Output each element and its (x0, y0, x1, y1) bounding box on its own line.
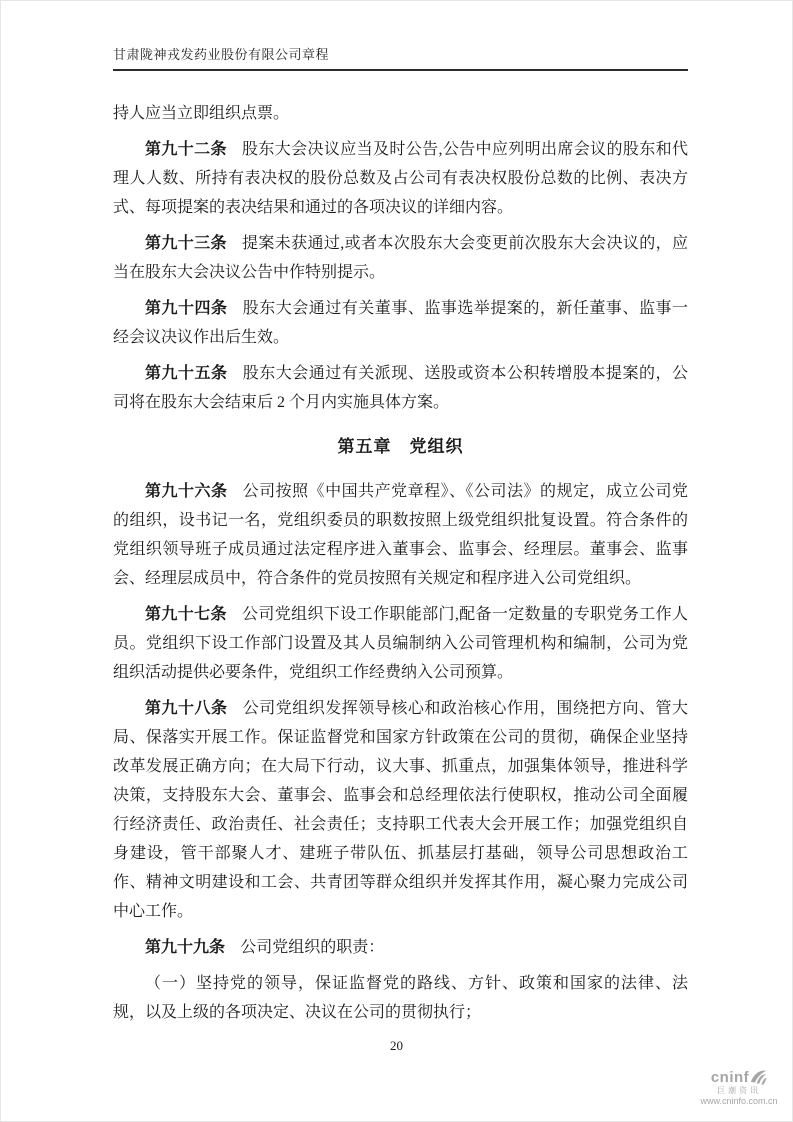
cninfo-brand-text: cninf (710, 1069, 750, 1086)
article-number: 第九十四条 (145, 300, 228, 317)
cninfo-logo (691, 1070, 787, 1107)
page-header (113, 44, 688, 71)
article-number: 第九十三条 (145, 235, 227, 252)
chapter-heading: 第五章 党组织 (337, 437, 464, 456)
cninfo-url-text: www.cninfo.com.cn (700, 1096, 778, 1107)
article-paragraph: 第九十九条 公司党组织的职责： (145, 939, 385, 956)
cninfo-logo-top (691, 1070, 787, 1087)
page-number: 20 (390, 1038, 403, 1053)
cninfo-swirl-icon (750, 1069, 767, 1086)
document-blocks (113, 99, 688, 1027)
document-body (113, 99, 688, 1034)
article-number: 第九十八条 (145, 700, 228, 717)
body-paragraph: 持人应当立即组织点票。 (113, 105, 290, 122)
article-number: 第九十七条 (145, 606, 227, 623)
article-paragraph: 第九十四条 股东大会通过有关董事、监事选举提案的，新任董事、监事一经会议决议作出后生效。 (113, 300, 688, 346)
article-paragraph: 第九十七条 公司党组织下设工作职能部门,配备一定数量的专职党务工作人员。党组织下设工作部门设置及其人员编制纳入公司管理机构和编制，公司为党组织活动提供必要条件，党组织工作经费纳入公司预算。 (113, 606, 688, 681)
body-paragraph: （一）坚持党的领导，保证监督党的路线、方针、政策和国家的法律、法规，以及上级的各项决定、决议在公司的贯彻执行； (113, 975, 688, 1021)
header-title: 甘肃陇神戎发药业股份有限公司章程 (113, 47, 330, 62)
article-number: 第九十五条 (145, 365, 228, 382)
article-paragraph: 第九十六条 公司按照《中国共产党章程》、《公司法》的规定，成立公司党的组织，设书记一名，党组织委员的职数按照上级党组织批复设置。符合条件的党组织领导班子成员通过法定程序进入董事会、监事会、经理层。董事会、监事会、经理层成员中，符合条件的党员按照有关规定和程序进入公司党组织。 (113, 483, 688, 587)
article-number: 第九十二条 (145, 141, 227, 158)
article-number: 第九十九条 (145, 939, 226, 956)
article-paragraph: 第九十五条 股东大会通过有关派现、送股或资本公积转增股本提案的，公司将在股东大会结束后 2 个月内实施具体方案。 (113, 365, 688, 411)
article-paragraph: 第九十三条 提案未获通过,或者本次股东大会变更前次股东大会决议的，应当在股东大会决议公告中作特别提示。 (113, 235, 688, 281)
article-number: 第九十六条 (145, 483, 228, 500)
article-paragraph: 第九十二条 股东大会决议应当及时公告,公告中应列明出席会议的股东和代理人人数、所持有表决权的股份总数及占公司有表决权股份总数的比例、表决方式、每项提案的表决结果和通过的各项决议的详细内容。 (113, 141, 688, 216)
cninfo-name-text: 巨潮资讯 (717, 1085, 761, 1095)
article-paragraph: 第九十八条 公司党组织发挥领导核心和政治核心作用，围绕把方向、管大局、保落实开展工作。保证监督党和国家方针政策在公司的贯彻，确保企业坚持改革发展正确方向；在大局下行动，议大事、抓重点，加强集体领导，推进科学决策，支持股东大会、董事会、监事会和总经理依法行使职权，推动公司全面履行经济责任、政治责任、社会责任；支持职工代表大会开展工作；加强党组织自身建设，管干部聚人才、建班子带队伍、抓基层打基础，领导公司思想政治工作、精神文明建设和工会、共青团等群众组织并发挥其作用，凝心聚力完成公司中心工作。 (113, 700, 688, 920)
